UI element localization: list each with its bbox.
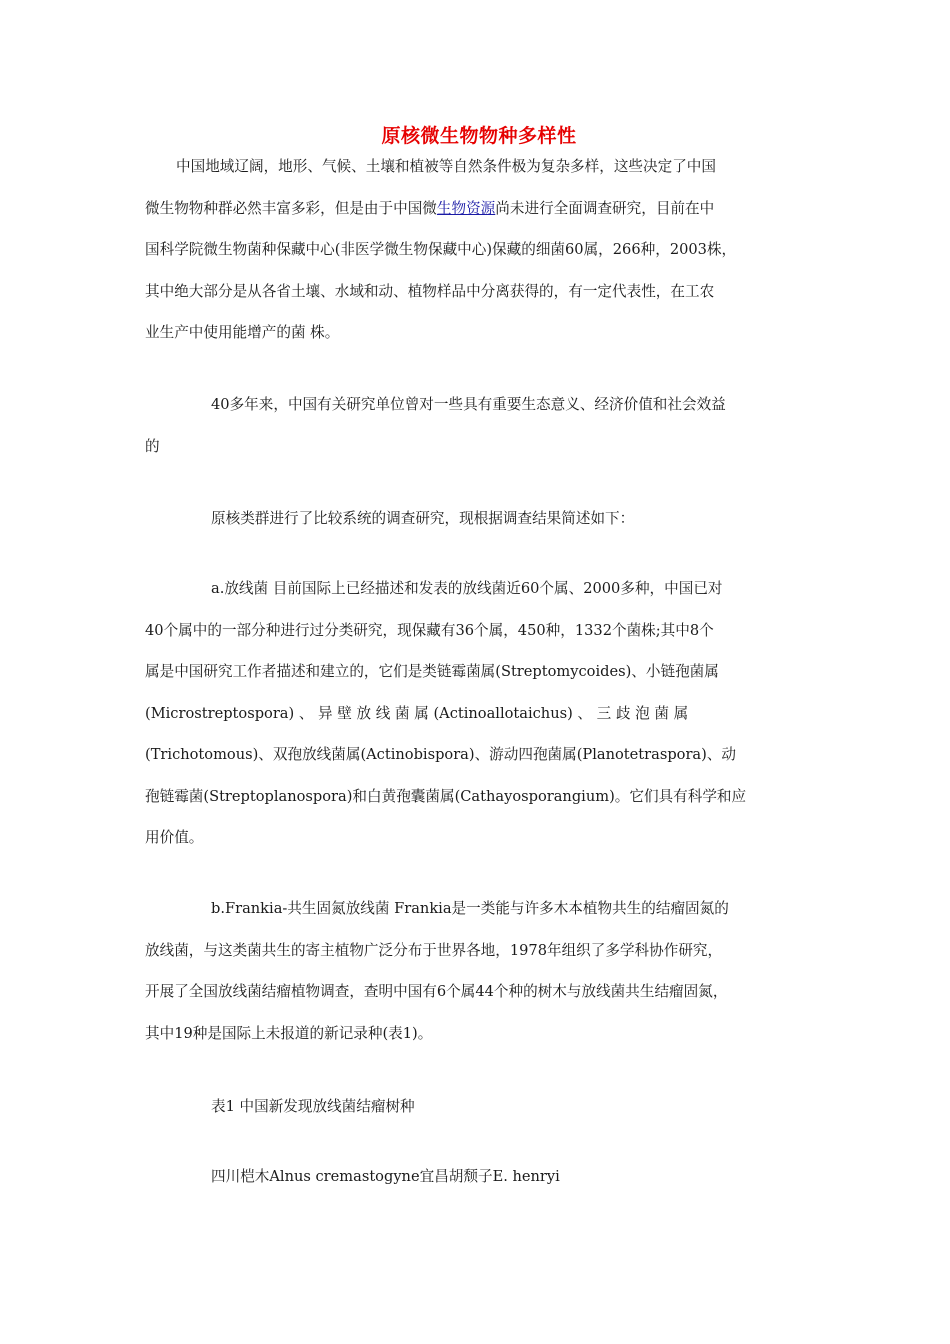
paragraph-line: 属是中国研究工作者描述和建立的，它们是类链霉菌属(Streptomycoides)、小链孢菌属 (145, 663, 719, 680)
paragraph-line: 放线菌，与这类菌共生的寄主植物广泛分布于世界各地，1978年组织了多学科协作研究， (145, 941, 723, 959)
paragraph-line: 业生产中使用能增产的菌 株。 (145, 324, 340, 341)
paragraph-line: a.放线菌 目前国际上已经描述和发表的放线菌近60个属、2000多种，中国已对 (211, 580, 723, 597)
paragraph-text: 微生物物种群必然丰富多彩，但是由于中国微 (145, 199, 437, 217)
paragraph-line: 40多年来，中国有关研究单位曾对一些具有重要生态意义、经济价值和社会效益 (211, 396, 726, 413)
paragraph-actinomycetes (145, 568, 813, 859)
paragraph-line: (Microstreptospora) 、 异 壁 放 线 菌 属 (Actinoallotaichus) 、 三 歧 泡 菌 属 (145, 704, 689, 722)
paragraph-line: 四川桤木Alnus cremastogyne宜昌胡颓子E. henryi (211, 1168, 560, 1185)
paragraph-summary (145, 498, 813, 540)
paragraph-line: 其中绝大部分是从各省土壤、水域和动、植物样品中分离获得的，有一定代表性，在工农 (145, 282, 715, 300)
paragraph-line: 中国地域辽阔，地形、气候、土壤和植被等自然条件极为复杂多样，这些决定了中国 (176, 158, 716, 175)
paragraph-line: 的 (145, 437, 160, 455)
paragraph-line: 其中19种是国际上未报道的新记录种(表1)。 (145, 1024, 433, 1042)
paragraph-line: 用价值。 (145, 829, 204, 846)
paragraph-line: 原核类群进行了比较系统的调查研究，现根据调查结果简述如下： (211, 510, 635, 527)
document-title: 原核微生物物种多样性 (381, 125, 577, 147)
paragraph-line: 国科学院微生物菌种保藏中心(非医学微生物保藏中心)保藏的细菌60属，266种，2003株， (145, 241, 737, 258)
table-row (145, 1156, 813, 1198)
paragraph-intro (145, 146, 813, 354)
paragraph-line (145, 188, 813, 230)
paragraph-line: 表1 中国新发现放线菌结瘤树种 (211, 1098, 415, 1115)
paragraph-line: 40个属中的一部分种进行过分类研究，现保藏有36个属，450种，1332个菌株;其中8个 (145, 621, 714, 639)
paragraph-text: 尚未进行全面调查研究，目前在中 (495, 199, 715, 217)
paragraph-line: 孢链霉菌(Streptoplanospora)和白黄孢囊菌属(Cathayosporangium)。它们具有科学和应 (145, 787, 747, 805)
paragraph-line: 开展了全国放线菌结瘤植物调查，查明中国有6个属44个种的树木与放线菌共生结瘤固氮， (145, 983, 728, 1000)
bio-resources-link[interactable]: 生物资源 (436, 199, 496, 217)
table-caption (145, 1086, 813, 1128)
paragraph-history (145, 384, 813, 467)
paragraph-line: b.Frankia-共生固氮放线菌 Frankia是一类能与许多木本植物共生的结瘤固氮的 (211, 900, 729, 917)
paragraph-frankia (145, 888, 813, 1054)
paragraph-line: (Trichotomous)、双孢放线菌属(Actinobispora)、游动四孢菌属(Planotetraspora)、动 (145, 746, 737, 763)
